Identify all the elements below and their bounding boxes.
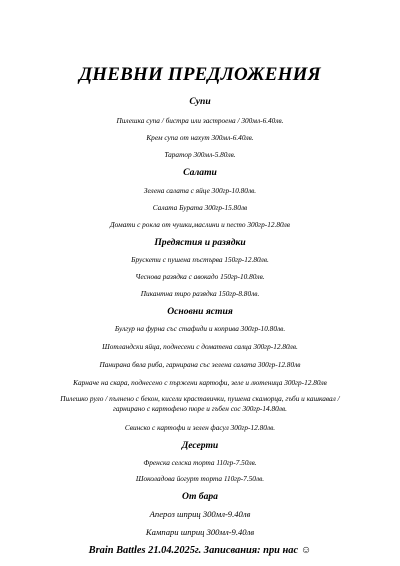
menu-item: Зелена салата с яйце 300гр-10.80лв. <box>143 186 257 195</box>
event-announcement: Brain Battles 21.04.2025г. Записвания: при нас ☺ <box>88 545 312 556</box>
menu-item: Карначе на скара, поднесено с пържени картофи, зеле и лютеница 300гр-12.80лв <box>73 378 327 387</box>
section-heading-starters: Предястия и разядки <box>154 237 246 248</box>
menu-item: Пилешка супа / бистра или застроена / 300мл-6.40лв. <box>116 116 284 125</box>
menu-item: Пикантна тиро разядка 150гр-8.80лв. <box>140 289 260 298</box>
section-heading-main-courses: Основни ястия <box>167 306 233 317</box>
menu-item: Френска селска торта 110гр-7.50лв. <box>143 458 257 467</box>
menu-item: Шотландски яйца, поднесени с доматена салца 300гр-12.80лв. <box>102 342 298 351</box>
menu-item: Крем супа от нахут 300мл-6.40лв. <box>146 133 254 142</box>
section-heading-desserts: Десерти <box>181 440 219 451</box>
menu-item: Апероз шприц 300мл-9.40лв <box>149 509 251 519</box>
page-title: ДНЕВНИ ПРЕДЛОЖЕНИЯ <box>79 64 321 85</box>
menu-item: Пилешко руло / пълнено с бекон, кисели краставички, пушена скаморца, гъби и кашкавал / гарнирано с картофено пюре и гъбен сос 300гр-14.80лв. <box>60 394 340 413</box>
menu-item: Шоколадова йогурт торта 110гр-7.50лв. <box>135 474 265 483</box>
menu-item: Салата Бурата 300гр-15.80лв <box>152 203 248 212</box>
menu-item: Булгур на фурна със стафиди и коприва 300гр-10.80лв. <box>114 324 286 333</box>
menu-item: Брускети с пушена пъстърва 150гр-12.80лв. <box>131 255 269 264</box>
menu-item: Панирана бяла риба, гарнирана със зелена салата 300гр-12.80лв <box>99 360 301 369</box>
section-heading-bar: От бара <box>182 491 218 502</box>
menu-item: Чеснова разядка с авокадо 150гр-10.80лв. <box>135 272 265 281</box>
menu-item: Таратор 300мл-5.80лв. <box>164 150 236 159</box>
menu-item: Кампари шприц 300мл-9.40лв <box>145 527 255 537</box>
menu-item: Свинско с картофи и зелен фасул 300гр-12.80лв. <box>124 423 276 432</box>
menu-item: Домати с рокла от чушки,маслини и песто 300гр-12.80лв <box>110 220 290 229</box>
section-heading-salads: Салати <box>183 167 217 178</box>
section-heading-soups: Супи <box>189 96 211 107</box>
